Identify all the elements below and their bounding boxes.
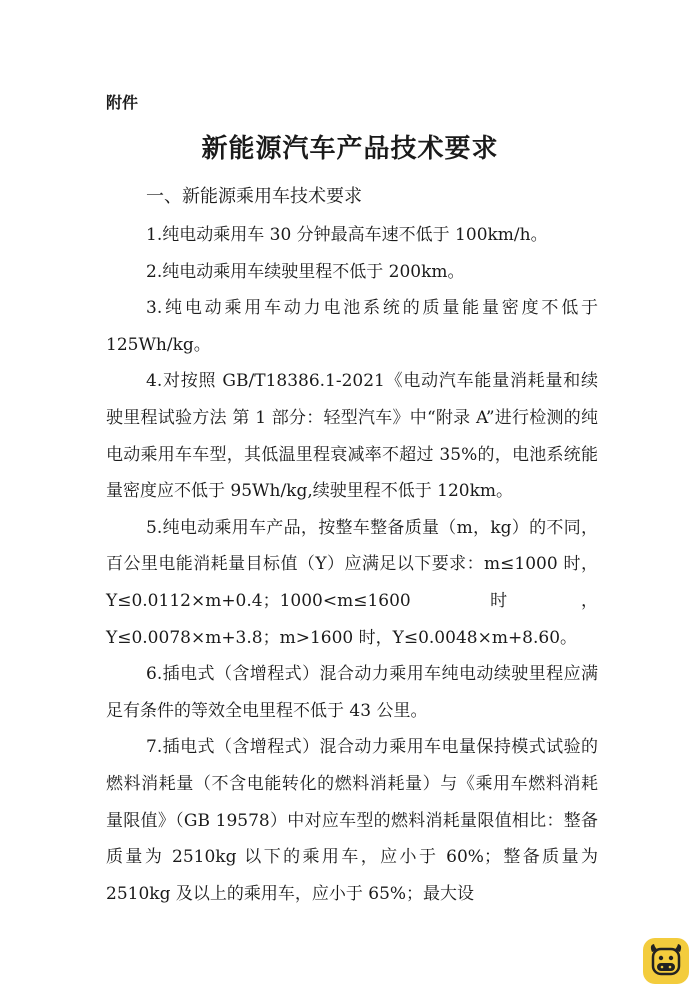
attachment-label: 附件: [106, 93, 139, 112]
paragraph-3: 3.纯电动乘用车动力电池系统的质量能量密度不低于 125Wh/kg。: [106, 298, 598, 355]
paragraph-4: 4.对按照 GB/T18386.1-2021《电动汽车能量消耗量和续驶里程试验方法 第 1 部分：轻型汽车》中“附录 A”进行检测的纯电动乘用车车型，其低温里程衰减率不超过 35%的，电池系统能量密度应不低于 95Wh/kg,续驶里程不低于 120km。: [106, 371, 598, 502]
section-heading: 一、新能源乘用车技术要求: [146, 186, 362, 207]
document-body: [106, 217, 598, 912]
cartoon-bull-logo-icon: [643, 938, 689, 984]
paragraph-5: 5.纯电动乘用车产品，按整车整备质量（m，kg）的不同，百公里电能消耗量目标值（Y）应满足以下要求：m≤1000 时，Y≤0.0112×m+0.4；1000<m≤1600 时，Y≤0.0078×m+3.8；m>1600 时，Y≤0.0048×m+8.60。: [106, 517, 598, 648]
paragraph-6: 6.插电式（含增程式）混合动力乘用车纯电动续驶里程应满足有条件的等效全电里程不低于 43 公里。: [106, 664, 598, 721]
document-title: 新能源汽车产品技术要求: [201, 134, 499, 164]
paragraph-1: 1.纯电动乘用车 30 分钟最高车速不低于 100km/h。: [146, 225, 548, 245]
paragraph-2: 2.纯电动乘用车续驶里程不低于 200km。: [146, 261, 465, 282]
paragraph-7: 7.插电式（含增程式）混合动力乘用车电量保持模式试验的燃料消耗量（不含电能转化的燃料消耗量）与《乘用车燃料消耗量限值》（GB 19578）中对应车型的燃料消耗量限值相比：整备质量为 2510kg 以下的乘用车，应小于 60%；整备质量为 2510kg 及以上的乘用车，应小于 65%；最大设: [106, 737, 598, 904]
